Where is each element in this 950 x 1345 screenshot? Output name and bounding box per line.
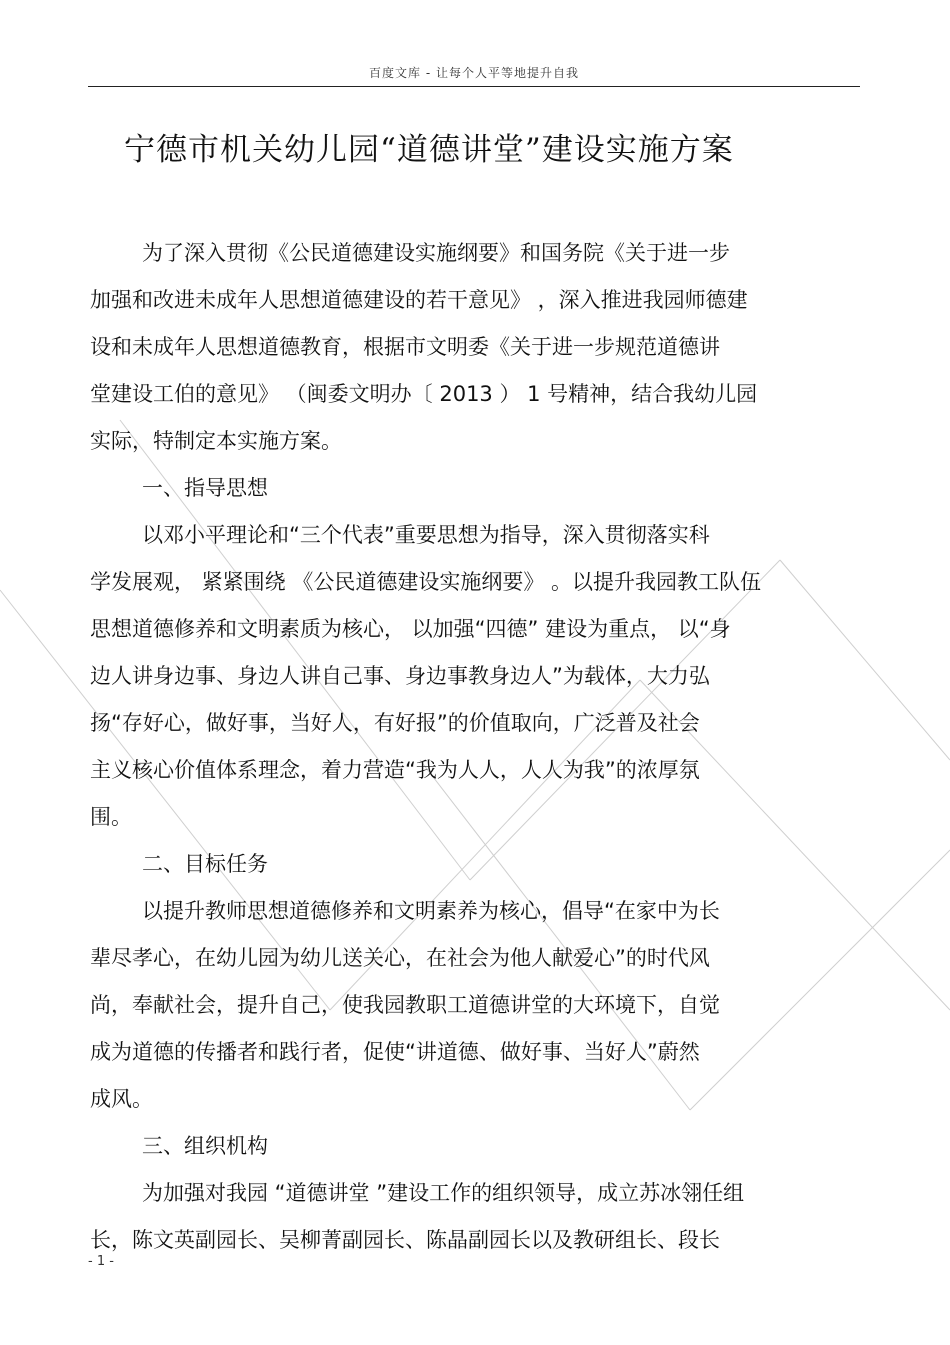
body-line: 思想道德修养和文明素质为核心， 以加强“四德” 建设为重点， 以“身 (90, 617, 731, 641)
body-line: 成为道德的传播者和践行者，促使“讲道德、做好事、当好人”蔚然 (90, 1040, 700, 1064)
body-line: 三、组织机构 (142, 1134, 268, 1158)
body-line: 实际，特制定本实施方案。 (90, 429, 342, 453)
body-line: 辈尽孝心，在幼儿园为幼儿送关心，在社会为他人献爱心”的时代风 (90, 946, 710, 970)
body-line: 以邓小平理论和“三个代表”重要思想为指导，深入贯彻落实科 (142, 523, 710, 547)
page-number: - 1 - (88, 1254, 114, 1269)
body-line: 围。 (90, 805, 132, 829)
document-body (90, 230, 860, 1264)
header-divider (88, 86, 860, 87)
body-line: 扬“存好心，做好事，当好人，有好报”的价值取向，广泛普及社会 (90, 711, 700, 735)
document-title: 宁德市机关幼儿园“道德讲堂”建设实施方案 (124, 132, 734, 168)
body-line: 为加强对我园 “道德讲堂 ”建设工作的组织领导，成立苏冰翎任组 (142, 1181, 745, 1205)
body-line: 设和未成年人思想道德教育，根据市文明委《关于进一步规范道德讲 (90, 335, 720, 359)
page-header: 百度文库 - 让每个人平等地提升自我 (369, 66, 579, 80)
body-line: 堂建设工伯的意见》 （闽委文明办〔 2013 ） 1 号精神，结合我幼儿园 (90, 382, 758, 406)
body-line: 学发展观， 紧紧围绕 《公民道德建设实施纲要》 。以提升我园教工队伍 (90, 570, 762, 594)
body-line: 长，陈文英副园长、吴柳菁副园长、陈晶副园长以及教研组长、段长 (90, 1228, 720, 1252)
body-line: 加强和改进未成年人思想道德建设的若干意见》 ，深入推进我园师德建 (90, 288, 748, 312)
body-line: 二、目标任务 (142, 852, 268, 876)
body-line: 一、指导思想 (142, 476, 268, 500)
body-line: 主义核心价值体系理念，着力营造“我为人人，人人为我”的浓厚氛 (90, 758, 700, 782)
body-line: 尚，奉献社会，提升自己，使我园教职工道德讲堂的大环境下，自觉 (90, 993, 720, 1017)
body-line: 边人讲身边事、身边人讲自己事、身边事教身边人”为载体，大力弘 (90, 664, 710, 688)
body-line: 为了深入贯彻《公民道德建设实施纲要》和国务院《关于进一步 (142, 241, 730, 265)
body-line: 以提升教师思想道德修养和文明素养为核心，倡导“在家中为长 (142, 899, 720, 923)
body-line: 成风。 (90, 1087, 153, 1111)
